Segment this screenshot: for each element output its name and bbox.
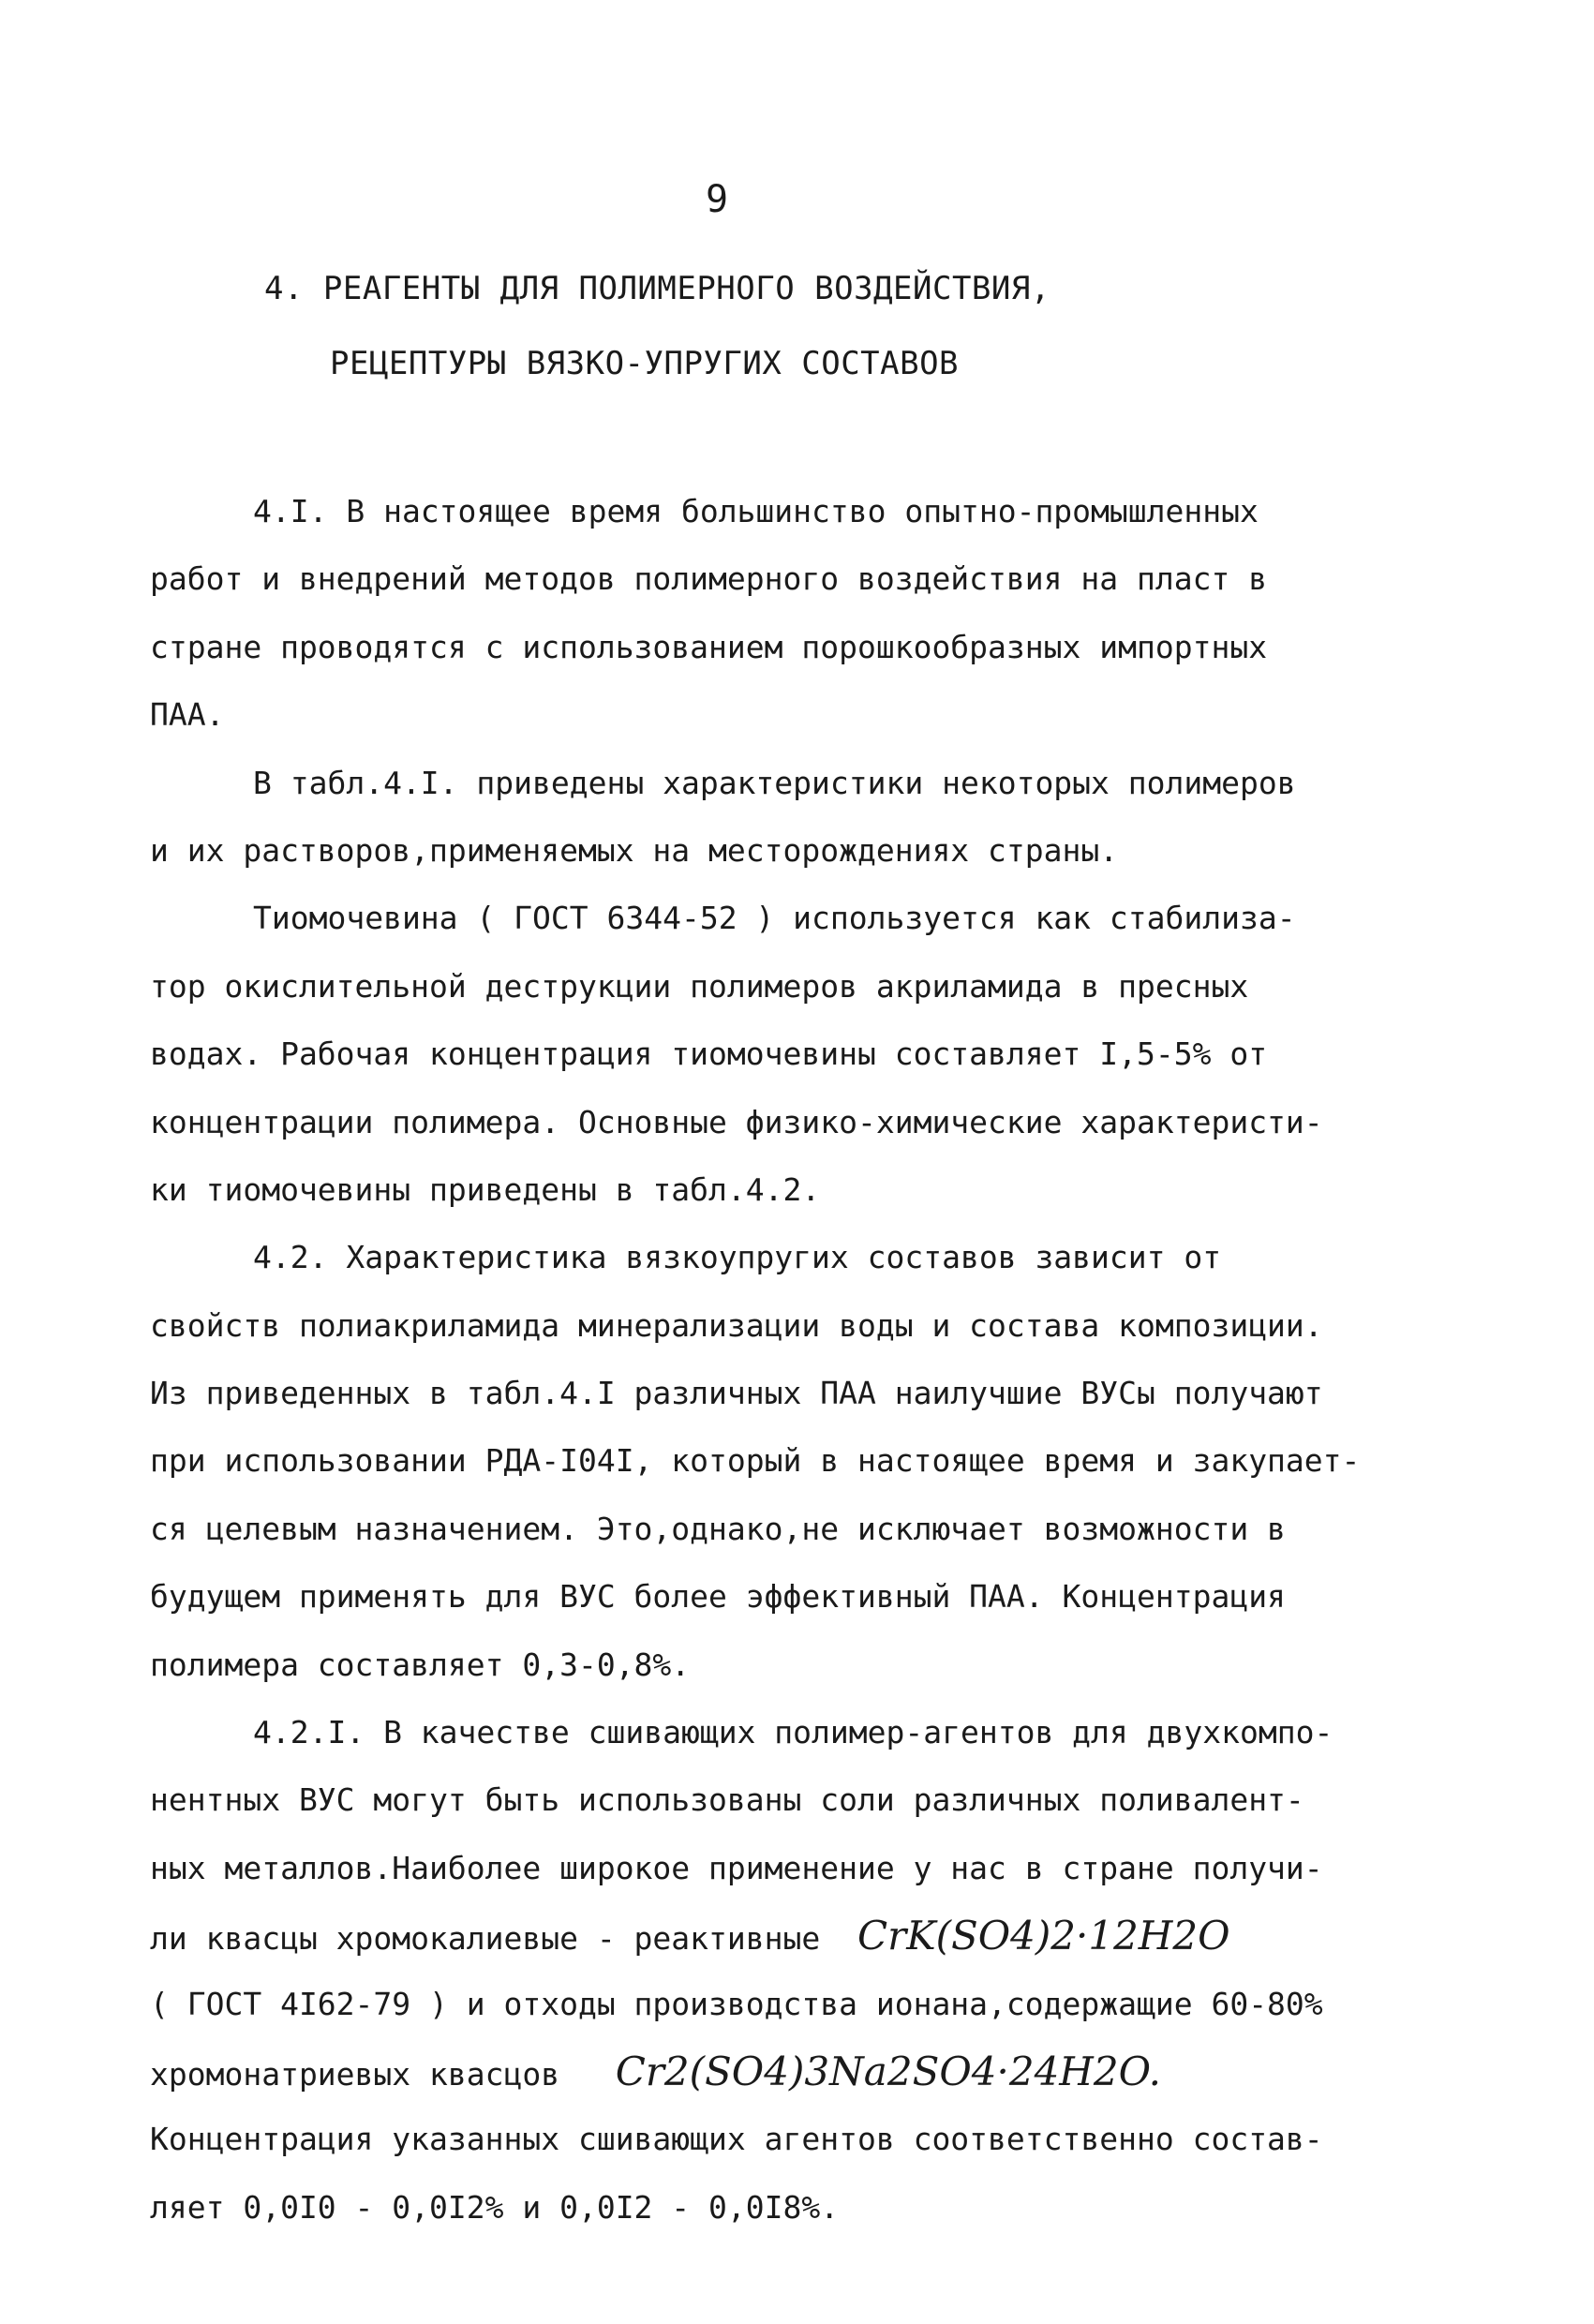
paragraph-line: Тиомочевина ( ГОСТ 6344-52 ) используется как стабилиза- xyxy=(253,900,1296,937)
paragraph-line: ся целевым назначением. Это,однако,не исключает возможности в xyxy=(150,1510,1286,1547)
paragraph-line: ( ГОСТ 4I62-79 ) и отходы производства ионана,содержащие 60-80% xyxy=(150,1985,1323,2022)
paragraph-line xyxy=(150,1902,1462,1970)
formula-chrome-potassium-alum: CrK(SO4)2·12H2O xyxy=(857,1913,1230,1959)
paragraph-line: ки тиомочевины приведены в табл.4.2. xyxy=(150,1170,821,1208)
paragraph-line: будущем применять для ВУС более эффективный ПАА. Концентрация xyxy=(150,1578,1286,1616)
page-number: 9 xyxy=(705,178,729,221)
paragraph-line: свойств полиакриламида минерализации воды и состава композиции. xyxy=(150,1306,1323,1344)
paragraph-line: полимера составляет 0,3-0,8%. xyxy=(150,1646,691,1683)
paragraph-line: 4.2. Характеристика вязкоупругих составов зависит от xyxy=(253,1239,1222,1276)
paragraph-line: водах. Рабочая концентрация тиомочевины составляет I,5-5% от xyxy=(150,1035,1268,1073)
paragraph-line: и их растворов,применяемых на месторождениях страны. xyxy=(150,831,1119,869)
formula-chrome-sodium-alum: Cr2(SO4)3Na2SO4·24H2O. xyxy=(615,2048,1161,2094)
paragraph-line: тор окислительной деструкции полимеров акриламида в пресных xyxy=(150,967,1249,1005)
section-title-line-2: РЕЦЕПТУРЫ ВЯЗКО-УПРУГИХ СОСТАВОВ xyxy=(330,345,960,382)
paragraph-line: нентных ВУС могут быть использованы соли различных поливалент- xyxy=(150,1781,1304,1819)
paragraph-line: ляет 0,0I0 - 0,0I2% и 0,0I2 - 0,0I8%. xyxy=(150,2188,840,2226)
paragraph-line: стране проводятся с использованием порошкообразных импортных xyxy=(150,628,1268,665)
paragraph-line: В табл.4.I. приведены характеристики некоторых полимеров xyxy=(253,764,1296,801)
paragraph-line: ПАА. xyxy=(150,696,225,734)
section-title-line-1: 4. РЕАГЕНТЫ ДЛЯ ПОЛИМЕРНОГО ВОЗДЕЙСТВИЯ, xyxy=(264,270,1050,307)
paragraph-line: при использовании РДА-I04I, который в настоящее время и закупает- xyxy=(150,1442,1361,1480)
paragraph-line: работ и внедрений методов полимерного воздействия на пласт в xyxy=(150,560,1268,598)
paragraph-line: 4.I. В настоящее время большинство опытно-промышленных xyxy=(253,493,1259,529)
paragraph-line: концентрации полимера. Основные физико-химические характеристи- xyxy=(150,1103,1323,1140)
paragraph-line: Концентрация указанных сшивающих агентов соответственно состав- xyxy=(150,2121,1323,2158)
paragraph-line: 4.2.I. В качестве сшивающих полимер-агентов для двухкомпо- xyxy=(253,1714,1333,1751)
paragraph-line xyxy=(150,2038,1462,2106)
paragraph-line-text: ли квасцы хромокалиевые - реактивные xyxy=(150,1920,821,1958)
body-text xyxy=(150,478,1462,2242)
paragraph-line-text: хромонатриевых квасцов xyxy=(150,2055,560,2093)
paragraph-line: Из приведенных в табл.4.I различных ПАА наилучшие ВУСы получают xyxy=(150,1375,1323,1412)
paragraph-line: ных металлов.Наиболее широкое применение у нас в стране получи- xyxy=(150,1849,1323,1886)
